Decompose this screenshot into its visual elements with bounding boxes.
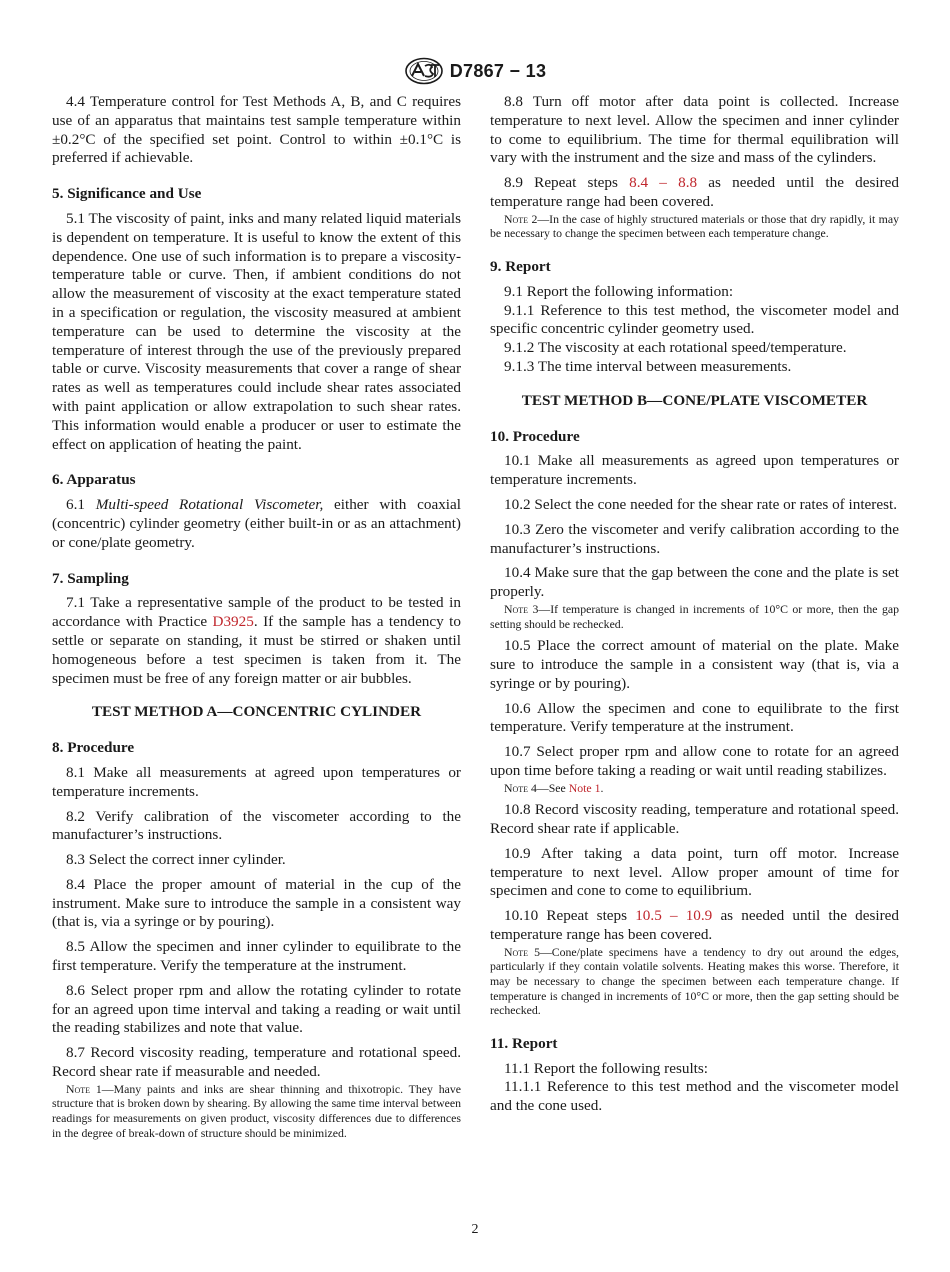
paragraph-number: 6.1 (66, 496, 96, 514)
heading-sampling: 7. Sampling (52, 569, 129, 587)
note-label: Note (504, 601, 529, 616)
page-header (0, 56, 950, 86)
paragraph-9-1-3: 9.1.3 The time interval between measurements. (504, 357, 792, 375)
page-number: 2 (471, 1222, 479, 1237)
paragraph-text: either with coaxial (concentric) cylinder geometry (either built-in or as an attachment) or cone/plate geometry. (52, 496, 461, 551)
section-title-test-method-b: TEST METHOD B—CONE/PLATE VISCOMETER (521, 391, 868, 409)
document-id: D7867 − 13 (449, 60, 547, 81)
paragraph-text: as needed until the desired temperature range has been covered. (490, 907, 899, 944)
italic-term: Multi-speed Rotational Viscometer, (95, 496, 324, 514)
paragraph-8-8: 8.8 Turn off motor after data point is collected. Increase temperature to next level. Allow the specimen and inner cylinder to come to equilibrium. The time for thermal equilibration will vary with the instrument and the size and mass of the cylinders. (490, 93, 899, 167)
paragraph-10-6: 10.6 Allow the specimen and cone to equilibrate to the first temperature. Verify temperature at the instrument. (490, 699, 899, 736)
paragraph-9-1-2: 9.1.2 The viscosity at each rotational speed/temperature. (504, 339, 847, 357)
paragraph-8-2: 8.2 Verify calibration of the viscometer according to the manufacturer’s instructions. (52, 807, 461, 844)
paragraph-7-1 (52, 594, 461, 688)
note-2 (490, 212, 899, 241)
paragraph-9-1-1: 9.1.1 Reference to this test method, the viscometer model and specific concentric cylinder geometry used. (490, 301, 899, 338)
paragraph-9-1: 9.1 Report the following information: (504, 282, 734, 300)
paragraph-text: 10.10 Repeat steps (504, 907, 636, 925)
paragraph-10-3: 10.3 Zero the viscometer and verify calibration according to the manufacturer’s instructions. (490, 520, 899, 557)
paragraph-10-4: 10.4 Make sure that the gap between the cone and the plate is set properly. (490, 564, 899, 601)
left-column (52, 93, 461, 1140)
paragraph-8-9 (490, 174, 899, 212)
heading-report-9: 9. Report (490, 257, 551, 275)
section-title-test-method-a: TEST METHOD A—CONCENTRIC CYLINDER (91, 703, 422, 721)
heading-report-11: 11. Report (490, 1034, 558, 1052)
note-text: 1—Many paints and inks are shear thinning and thixotropic. They have structure that is broken down by shearing. By allowing the same time interval between readings for measurements on given product, viscosity differences due to differences in the degree of break-down of structure should be minimized. (52, 1081, 461, 1140)
heading-procedure-8: 8. Procedure (52, 739, 135, 757)
paragraph-5-1: 5.1 The viscosity of paint, inks and many related liquid materials is dependent on temperature. It is useful to know the extent of this dependence. One use of such information is to prepare a viscosity-temperature table or curve. Then, if ambient conditions do not allow the measurement of viscosity at the exact temperature stated in a specification or regulation, the viscosity measured at ambient temperature can be used to determine the viscosity at the temperature of interest through the use of the previously prepared table or curve. Viscosity measurements that cover a range of shear rates as well as temperatures could include shear rates associated with paint application or allow extrapolation to such shear rates. This information would enable a producer or user to estimate the effect on application of heating the paint. (52, 209, 461, 453)
note-5 (490, 945, 899, 1018)
note-label: Note (504, 211, 529, 226)
note-text: 5—Cone/plate specimens have a tendency to dry out around the edges, particularly if they contain volatile solvents. Heating makes this worse. Therefore, it may be necessary to change the specimen between each temperature change. If temperature is changed in increments of 10°C or more, then the gap setting should be rechecked. (490, 944, 899, 1018)
paragraph-8-3: 8.3 Select the correct inner cylinder. (66, 851, 286, 869)
note-label: Note (504, 944, 529, 959)
note-label: Note (504, 780, 529, 795)
note-text: 3—If temperature is changed in increments of 10°C or more, then the gap setting should be rechecked. (490, 601, 899, 631)
link-steps-8-4-8-8[interactable]: 8.4 – 8.8 (629, 174, 698, 192)
note-1 (52, 1082, 461, 1140)
right-column (490, 93, 899, 1116)
paragraph-11-1: 11.1 Report the following results: (504, 1059, 709, 1077)
note-4 (490, 781, 899, 796)
paragraph-10-5: 10.5 Place the correct amount of material on the plate. Make sure to introduce the sample in a consistent way (that is, via a syringe or by pouring). (490, 637, 899, 692)
note-text: . (600, 780, 604, 795)
paragraph-10-1: 10.1 Make all measurements as agreed upon temperatures or temperature increments. (490, 452, 899, 489)
paragraph-text: 7.1 Take a representative sample of the product to be tested in accordance with Practice (52, 594, 461, 631)
link-d3925[interactable]: D3925 (212, 613, 254, 631)
paragraph-10-8: 10.8 Record viscosity reading, temperature and rotational speed. Record shear rate if applicable. (490, 801, 899, 838)
paragraph-8-4: 8.4 Place the proper amount of material in the cup of the instrument. Make sure to introduce the sample in a consistent way (that is, via a syringe or by pouring). (52, 875, 461, 931)
paragraph-8-5: 8.5 Allow the specimen and inner cylinder to equilibrate to the first temperature. Verify the temperature at the instrument. (52, 938, 461, 975)
note-3 (490, 602, 899, 631)
note-text: 2—In the case of highly structured materials or those that dry rapidly, it may be necessary to change the specimen between each temperature change. (490, 211, 899, 241)
paragraph-10-9: 10.9 After taking a data point, turn off motor. Increase temperature to next level. Allow proper amount of time for specimen and cone to come to equilibrium. (490, 844, 899, 900)
link-steps-10-5-10-9[interactable]: 10.5 – 10.9 (635, 907, 713, 925)
paragraph-text: . If the sample has a tendency to settle or separate on standing, it must be stirred or shaken until homogeneous before a test specimen is taken from it. The specimen must be free of any foreign matter or air bubbles. (52, 613, 461, 687)
paragraph-text: 8.9 Repeat steps (504, 174, 630, 192)
paragraph-6-1 (52, 496, 461, 552)
paragraph-11-1-1: 11.1.1 Reference to this test method and the viscometer model and the cone used. (490, 1078, 899, 1115)
paragraph-8-6: 8.6 Select proper rpm and allow the rotating cylinder to rotate for an agreed upon time interval and taking a reading or wait until the reading stabilizes and note that value. (52, 981, 461, 1037)
paragraph-10-10 (490, 907, 899, 945)
paragraph-8-7: 8.7 Record viscosity reading, temperature and rotational speed. Record shear rate if measurable and needed. (52, 1044, 461, 1081)
note-text: 4—See (528, 780, 569, 795)
paragraph-4-4: 4.4 Temperature control for Test Methods A, B, and C requires use of an apparatus that maintains test sample temperature within ±0.2°C of the specified set point. Control to within ±0.1°C is preferred if achievable. (52, 93, 461, 167)
paragraph-10-7: 10.7 Select proper rpm and allow cone to rotate for an agreed upon time before taking a reading or wait until reading stabilizes. (490, 743, 899, 779)
paragraph-8-1: 8.1 Make all measurements at agreed upon temperatures or temperature increments. (52, 763, 461, 800)
heading-apparatus: 6. Apparatus (52, 471, 136, 489)
paragraph-10-2: 10.2 Select the cone needed for the shear rate or rates of interest. (504, 495, 898, 513)
note-label: Note (66, 1081, 91, 1096)
heading-procedure-10: 10. Procedure (490, 427, 580, 445)
astm-logo-icon (404, 57, 444, 85)
heading-significance-and-use: 5. Significance and Use (52, 185, 202, 203)
paragraph-text: as needed until the desired temperature range had been covered. (490, 174, 899, 210)
link-note-1[interactable]: Note 1 (568, 780, 601, 795)
